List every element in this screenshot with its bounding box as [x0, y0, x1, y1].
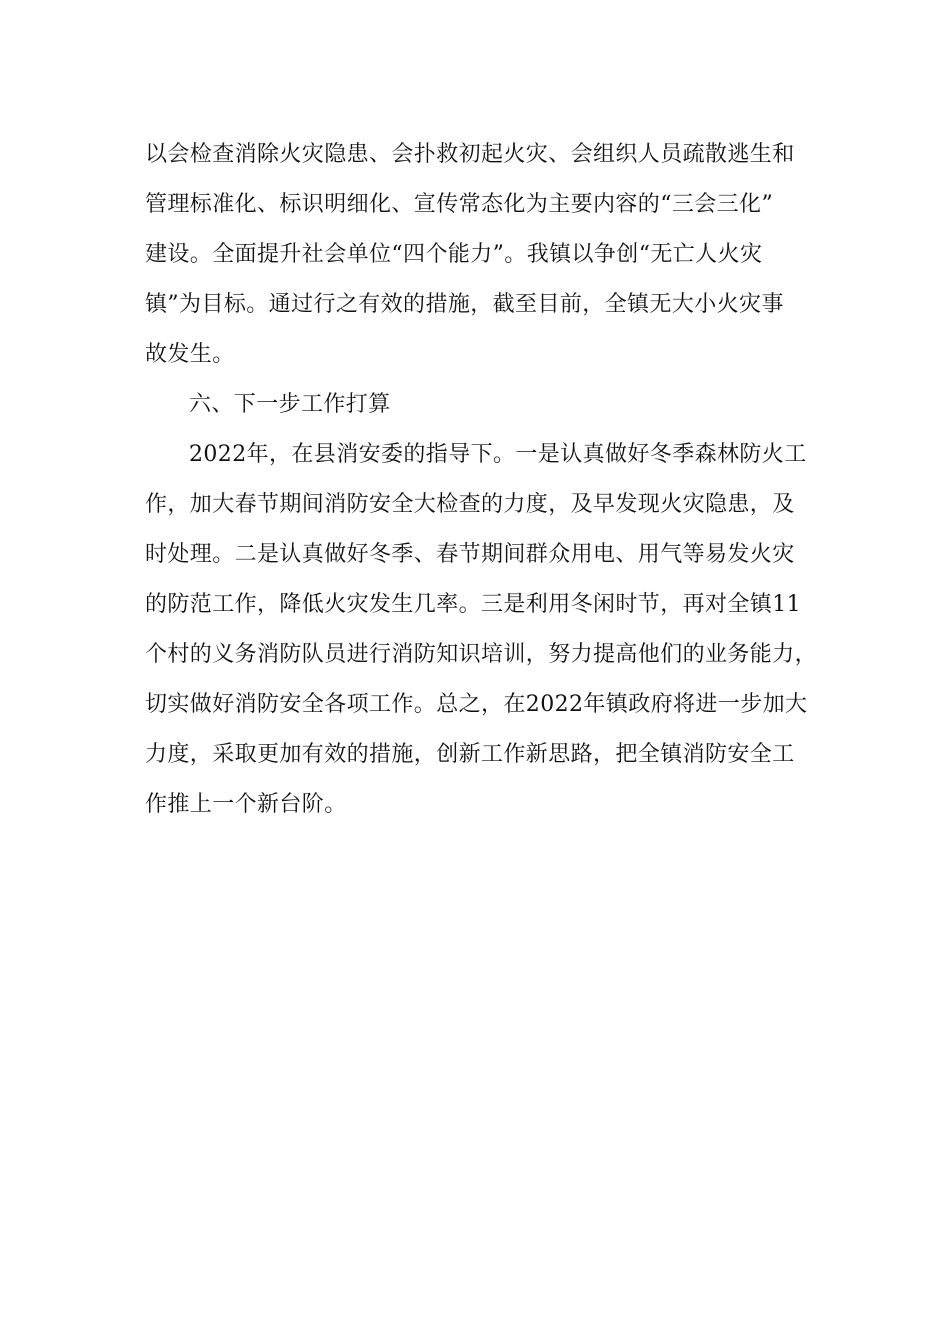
paragraph-line: 镇”为目标。通过行之有效的措施，截至目前，全镇无大小火灾事 [145, 292, 784, 317]
paragraph-line: 的防范工作，降低火灾发生几率。三是利用冬闲时节，再对全镇11 [145, 592, 801, 617]
paragraph-line: 以会检查消除火灾隐患、会扑救初起火灾、会组织人员疏散逃生和 [145, 142, 795, 167]
paragraph-line: 作推上一个新台阶。 [145, 792, 347, 817]
paragraph-line: 建设。全面提升社会单位“四个能力”。我镇以争创“无亡人火灾 [145, 242, 763, 267]
paragraph-line: 个村的义务消防队员进行消防知识培训，努力提高他们的业务能力， [145, 642, 818, 667]
paragraph-line: 管理标准化、标识明细化、宣传常态化为主要内容的“三会三化” [145, 192, 774, 217]
paragraph-line: 2022年，在县消安委的指导下。一是认真做好冬季森林防火工 [189, 442, 807, 467]
paragraph-line: 时处理。二是认真做好冬季、春节期间群众用电、用气等易发火灾 [145, 542, 795, 567]
paragraph-line: 作，加大春节期间消防安全大检查的力度，及早发现火灾隐患，及 [145, 492, 795, 517]
paragraph-line: 力度，采取更加有效的措施，创新工作新思路，把全镇消防安全工 [145, 742, 795, 767]
section-heading: 六、下一步工作打算 [189, 392, 391, 417]
paragraph-line: 故发生。 [145, 342, 235, 367]
paragraph-line: 切实做好消防安全各项工作。总之，在2022年镇政府将进一步加大 [145, 692, 808, 717]
document-body [145, 130, 835, 830]
